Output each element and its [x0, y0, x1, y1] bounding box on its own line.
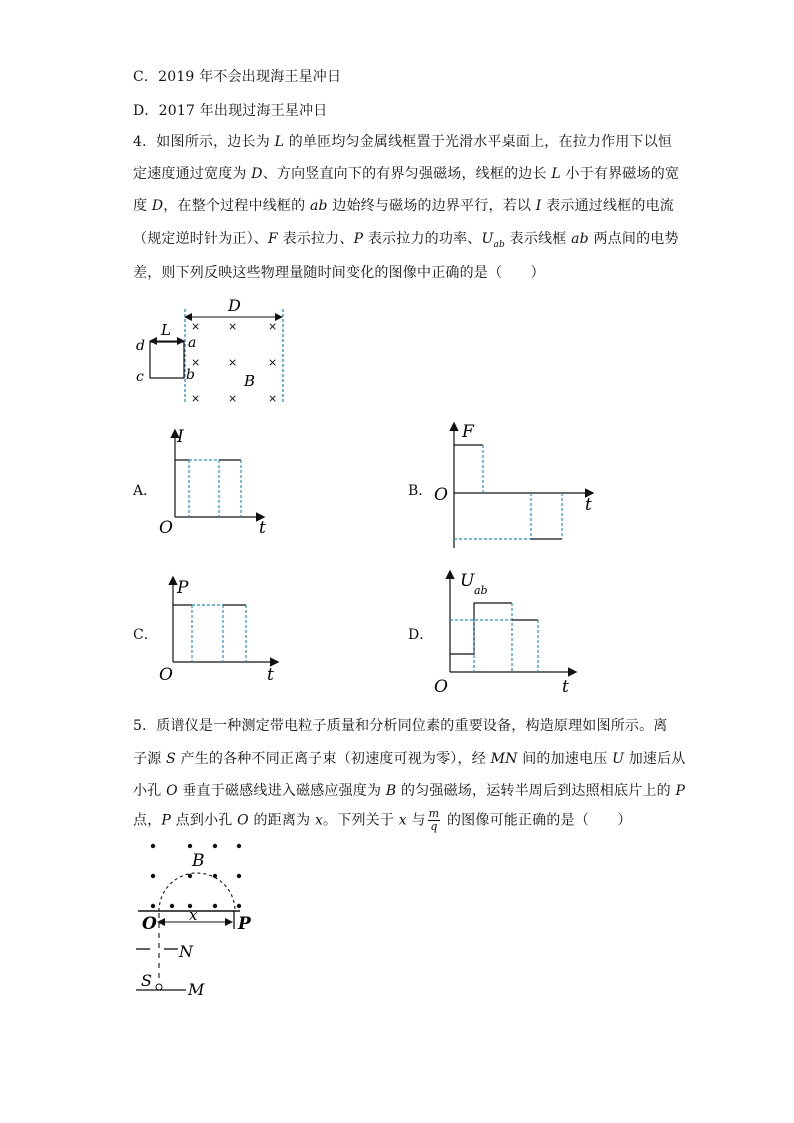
q4-field-figure	[130, 295, 300, 410]
source-S	[156, 984, 162, 990]
fig-label-b: b	[186, 367, 195, 383]
cross-mark: ×	[191, 320, 201, 333]
cross-mark: ×	[268, 356, 278, 369]
option-d-graph	[430, 568, 580, 697]
q5-line-4: 点，P 点到小孔 O 的距离为 x。下列关于 x 与 $\frac{m}{q}$ 的图像可能正确的是（ ）	[133, 807, 632, 833]
q5-line-3: 小孔 O 垂直于磁感线进入磁感应强度为 B 的匀强磁场，运转半周后到达照相底片上的 P	[133, 783, 686, 799]
q4-line-5: 差，则下列反映这些物理量随时间变化的图像中正确的是（ ）	[133, 265, 545, 281]
y-axis-label: P	[177, 578, 189, 598]
q5-line-1: 5．质谱仪是一种测定带电粒子质量和分析同位素的重要设备，构造原理如图所示。离	[133, 718, 668, 734]
q5-line-2: 子源 S 产生的各种不同正离子束（初速度可视为零），经 MN 间的加速电压 U 加速后从	[133, 751, 686, 767]
label-x: x	[189, 906, 198, 924]
origin-label: O	[434, 485, 448, 505]
option-b-graph	[430, 418, 605, 553]
option-d-label: D．	[408, 627, 434, 643]
option-c-label: C．	[133, 627, 158, 643]
fig-label-L: L	[161, 321, 171, 339]
option-a-graph	[155, 425, 275, 538]
fraction-m-over-q: $\frac{m}{q}$	[428, 807, 440, 833]
fig-label-a: a	[188, 335, 197, 351]
cross-mark: ×	[191, 392, 201, 405]
y-axis-label: F	[462, 422, 474, 442]
option-c-graph	[155, 572, 285, 684]
q4-line-1: 4．如图所示，边长为 L 的单匝均匀金属线框置于光滑水平桌面上，在拉力作用下以恒	[133, 134, 673, 150]
fig-label-d: d	[136, 338, 145, 354]
cross-mark: ×	[268, 320, 278, 333]
x-axis-label: t	[585, 495, 592, 515]
cross-mark: ×	[228, 392, 238, 405]
field-crosses	[191, 320, 277, 405]
x-axis-label: t	[562, 677, 569, 697]
option-a-label: A．	[133, 483, 158, 499]
option-b-label: B．	[408, 483, 433, 499]
fig-label-B: B	[244, 372, 256, 390]
fig-label-c: c	[136, 369, 144, 385]
wire-frame	[150, 342, 184, 378]
cross-mark: ×	[268, 392, 278, 405]
q5-spectrometer-figure	[128, 838, 258, 1003]
x-axis-label: t	[259, 518, 266, 538]
y-axis-subscript: ab	[474, 584, 488, 597]
label-M: M	[188, 980, 205, 999]
cross-mark: ×	[228, 320, 238, 333]
prev-option-c: C．2019 年不会出现海王星冲日	[133, 69, 342, 85]
q4-line-2: 定速度通过宽度为 D、方向竖直向下的有界匀强磁场，线框的边长 L 小于有界磁场的宽	[133, 166, 680, 182]
origin-label: O	[159, 518, 173, 538]
y-axis-label: I	[177, 427, 184, 447]
label-N: N	[179, 942, 193, 961]
y-axis-label: U	[460, 571, 475, 591]
curve-segment	[450, 603, 512, 654]
fig-label-D: D	[228, 296, 241, 315]
q4-line-3: 度 D，在整个过程中线框的 ab 边始终与磁场的边界平行，若以 I 表示通过线框的电流	[133, 198, 674, 214]
field-label-B: B	[192, 851, 205, 871]
cross-mark: ×	[191, 356, 201, 369]
cross-mark: ×	[228, 356, 238, 369]
x-axis-label: t	[267, 665, 274, 685]
q4-line-4: （规定逆时针为正）、F 表示拉力、P 表示拉力的功率、$U_{ab}$ 表示线框 ab 两点间的电势	[133, 231, 679, 250]
origin-label: O	[434, 677, 448, 697]
label-O: O	[142, 914, 157, 934]
label-P: P	[238, 914, 251, 934]
label-S: S	[141, 971, 152, 990]
prev-option-d: D．2017 年出现过海王星冲日	[133, 103, 328, 119]
origin-label: O	[159, 665, 173, 685]
